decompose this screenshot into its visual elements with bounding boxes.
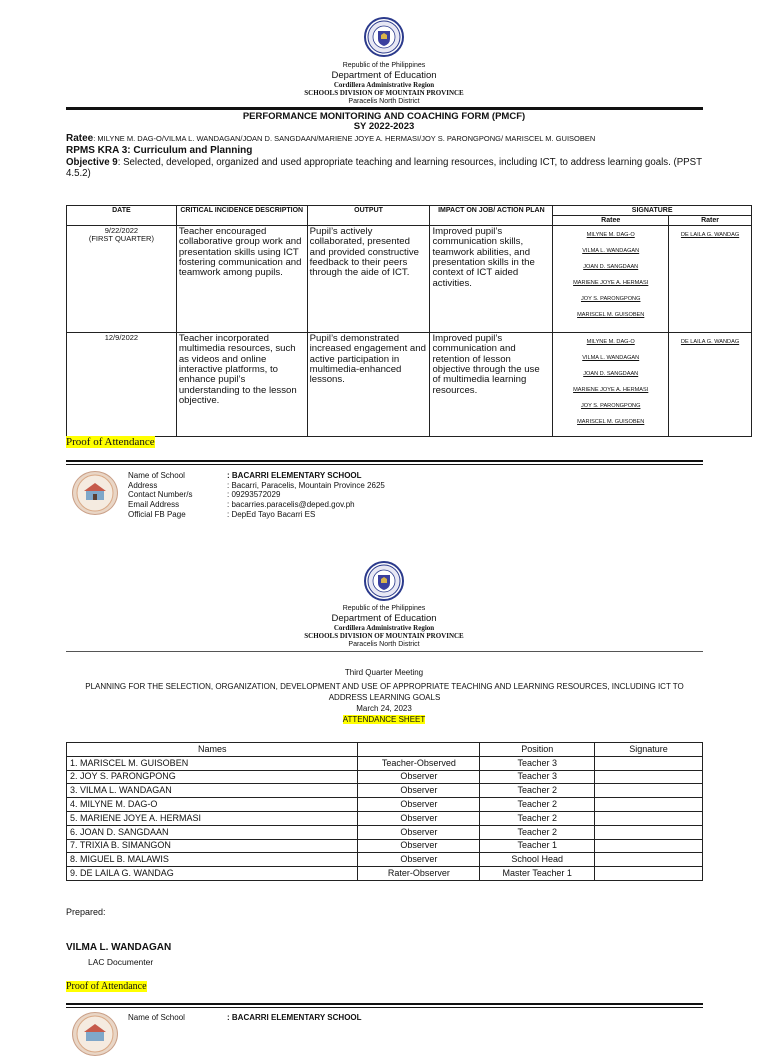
attendee-name: 9. DE LAILA G. WANDAG: [67, 867, 358, 881]
attendee-name: 4. MILYNE M. DAG-O: [67, 798, 358, 812]
row-cid: Teacher incorporated multimedia resources, such as videos and online interactive platforms, to enhance pupil’s understanding to the lesson objective.: [176, 333, 307, 437]
kra-line: RPMS KRA 3: Curriculum and Planning: [66, 145, 253, 156]
meeting-date: March 24, 2023: [356, 704, 412, 713]
meeting-title: PLANNING FOR THE SELECTION, ORGANIZATION, DEVELOPMENT AND USE OF APPROPRIATE TEACHING AND LEARNING RESOURCES, INCLUDING ICT TO ADDRESS LEARNING GOALS: [85, 682, 684, 702]
table-row: [67, 853, 703, 867]
attendee-role: Observer: [358, 825, 480, 839]
col-date: DATE: [67, 206, 177, 226]
attendee-signature: [595, 867, 703, 881]
pmcf-title: PERFORMANCE MONITORING AND COACHING FORM (PMCF): [242, 111, 526, 122]
row-date: [67, 333, 177, 437]
deped-seal-icon: [364, 17, 404, 57]
header-region: Cordillera Administrative Region: [333, 81, 435, 89]
attendee-role: Observer: [358, 853, 480, 867]
table-row: [67, 756, 703, 770]
col-role: [358, 743, 480, 757]
school-label: Name of School: [128, 471, 185, 480]
school-logo-icon: [72, 471, 118, 515]
col-position: Position: [480, 743, 595, 757]
ratee-value: : MILYNE M. DAG-O/VILMA L. WANDAGAN/JOAN D. SANGDAAN/MARIENE JOYE A. HERMASI/JOY S. PARONGPONG/ MARISCEL M. GUISOBEN: [93, 134, 596, 143]
col-signature: SIGNATURE: [553, 206, 752, 216]
ratee-signature: JOY S. PARONGPONG: [580, 296, 641, 302]
objective-line: [66, 157, 706, 179]
rater-signature: DE LAILA G. WANDAG: [680, 232, 740, 238]
attendee-name: 3. VILMA L. WANDAGAN: [67, 784, 358, 798]
attendee-position: Teacher 3: [480, 770, 595, 784]
proof-of-attendance-label: Proof of Attendance: [66, 981, 147, 992]
school-label: Email Address: [128, 500, 180, 510]
school-value: : BACARRI ELEMENTARY SCHOOL: [227, 1013, 362, 1022]
school-info-values: [227, 471, 385, 520]
ratee-line: [66, 133, 706, 144]
attendee-role: Observer: [358, 798, 480, 812]
table-row: [67, 811, 703, 825]
attendee-role: Observer: [358, 839, 480, 853]
attendee-name: 2. JOY S. PARONGPONG: [67, 770, 358, 784]
ratee-label: Ratee: [66, 133, 94, 144]
school-info-labels: [128, 471, 192, 520]
row-ratees: [553, 226, 669, 333]
school-label: Address: [128, 480, 158, 490]
col-output: OUTPUT: [307, 206, 430, 226]
header-rule: [66, 651, 703, 652]
table-row: [67, 839, 703, 853]
table-row: [67, 226, 752, 333]
row-ratees: [553, 333, 669, 437]
attendee-role: Observer: [358, 784, 480, 798]
proof-of-attendance-label: Proof of Attendance: [66, 436, 155, 448]
header-republic: Republic of the Philippines: [342, 605, 426, 612]
attendee-name: 7. TRIXIA B. SIMANGON: [67, 839, 358, 853]
ratee-signature: JOAN D. SANGDAAN: [583, 371, 639, 377]
row-impact: Improved pupil’s communication and retention of lesson objective through the use of multimedia learning resources.: [430, 333, 553, 437]
row-impact: Improved pupil’s communication skills, teamwork abilities, and presentation skills in the context of ICT aided activities.: [430, 226, 553, 333]
prepared-label: Prepared:: [66, 907, 106, 917]
table-row: [67, 784, 703, 798]
header-department: Department of Education: [331, 613, 437, 624]
attendee-signature: [595, 853, 703, 867]
attendee-name: 6. JOAN D. SANGDAAN: [67, 825, 358, 839]
rater-signature: DE LAILA G. WANDAG: [680, 339, 740, 345]
attendee-role: Observer: [358, 770, 480, 784]
objective-text: : Selected, developed, organized and used appropriate teaching and learning resources, including ICT, to address learning goals. (PPST 4.5.2): [66, 157, 702, 179]
col-signature: Signature: [595, 743, 703, 757]
school-value: : 09293572029: [227, 490, 281, 500]
ratee-signature: MILYNE M. DAG-O: [586, 339, 635, 345]
table-row: [67, 825, 703, 839]
ratee-signature: MARISCEL M. GUISOBEN: [577, 312, 645, 318]
footer-rule-top: [66, 460, 703, 462]
table-row: [67, 770, 703, 784]
footer-rule-bottom: [66, 464, 703, 465]
col-ratee: Ratee: [553, 216, 669, 226]
attendee-signature: [595, 784, 703, 798]
attendee-signature: [595, 756, 703, 770]
header-division: SCHOOLS DIVISION OF MOUNTAIN PROVINCE: [304, 632, 464, 640]
attendee-signature: [595, 839, 703, 853]
attendee-position: Teacher 2: [480, 784, 595, 798]
row-output: Pupil’s actively collaborated, presented and provided constructive feedback to their peers through the aide of ICT.: [307, 226, 430, 333]
table-row: [67, 798, 703, 812]
header-republic: Republic of the Philippines: [342, 62, 426, 69]
school-logo-icon: [72, 1012, 118, 1056]
objective-label: Objective 9: [66, 157, 118, 168]
school-label: Name of School: [128, 1013, 185, 1022]
school-label: Official FB Page: [128, 509, 186, 519]
col-cid: CRITICAL INCIDENCE DESCRIPTION: [176, 206, 307, 226]
attendance-sheet-label-wrap: [0, 716, 768, 724]
ratee-signature: JOY S. PARONGPONG: [580, 403, 641, 409]
row-output: Pupil’s demonstrated increased engagement and active participation in multimedia-enhanced lessons.: [307, 333, 430, 437]
attendee-role: Teacher-Observed: [358, 756, 480, 770]
ratee-signature: VILMA L. WANDAGAN: [582, 355, 640, 361]
ratee-signature: MARISCEL M. GUISOBEN: [577, 419, 645, 425]
ratee-signature: MARIENE JOYE A. HERMASI: [573, 387, 649, 393]
date-value: 12/9/2022: [104, 333, 139, 342]
ratee-signature: MILYNE M. DAG-O: [586, 232, 635, 238]
attendee-name: 8. MIGUEL B. MALAWIS: [67, 853, 358, 867]
preparer-role: LAC Documenter: [88, 957, 154, 967]
col-impact: IMPACT ON JOB/ ACTION PLAN: [430, 206, 553, 226]
header-region: Cordillera Administrative Region: [333, 624, 435, 632]
attendee-position: School Head: [480, 853, 595, 867]
attendee-signature: [595, 798, 703, 812]
school-value: : bacarries.paracelis@deped.gov.ph: [227, 500, 355, 510]
attendee-position: Teacher 1: [480, 839, 595, 853]
attendee-name: 5. MARIENE JOYE A. HERMASI: [67, 811, 358, 825]
row-rater: [669, 333, 752, 437]
ratee-signature: JOAN D. SANGDAAN: [583, 264, 639, 270]
attendee-position: Teacher 2: [480, 798, 595, 812]
table-row: [67, 867, 703, 881]
preparer-name: VILMA L. WANDAGAN: [66, 942, 172, 953]
row-date: [67, 226, 177, 333]
pmcf-sy: SY 2022-2023: [353, 121, 415, 132]
attendee-name: 1. MARISCEL M. GUISOBEN: [67, 756, 358, 770]
header-rule: [66, 107, 703, 110]
attendee-signature: [595, 811, 703, 825]
meeting-quarter: Third Quarter Meeting: [344, 668, 424, 677]
footer-rule-bottom: [66, 1007, 703, 1008]
attendee-role: Observer: [358, 811, 480, 825]
header-district: Paracelis North District: [348, 641, 420, 648]
pmcf-table: [66, 205, 752, 437]
ratee-signature: VILMA L. WANDAGAN: [582, 248, 640, 254]
school-label: Contact Number/s: [128, 490, 193, 500]
attendee-position: Teacher 2: [480, 811, 595, 825]
row-cid: Teacher encouraged collaborative group work and presentation skills using ICT fostering communication and teamwork among pupils.: [176, 226, 307, 333]
attendee-signature: [595, 770, 703, 784]
col-rater: Rater: [669, 216, 752, 226]
col-names: Names: [67, 743, 358, 757]
attendee-role: Rater-Observer: [358, 867, 480, 881]
school-value: : Bacarri, Paracelis, Mountain Province 2625: [227, 480, 385, 490]
school-value: : BACARRI ELEMENTARY SCHOOL: [227, 471, 362, 480]
date-sub: (FIRST QUARTER): [88, 234, 154, 244]
ratee-signature: MARIENE JOYE A. HERMASI: [573, 280, 649, 286]
attendee-position: Master Teacher 1: [480, 867, 595, 881]
row-rater: [669, 226, 752, 333]
deped-seal-icon: [364, 561, 404, 601]
header-division: SCHOOLS DIVISION OF MOUNTAIN PROVINCE: [304, 89, 464, 97]
attendance-sheet-label: ATTENDANCE SHEET: [342, 715, 426, 724]
table-row: [67, 333, 752, 437]
attendee-signature: [595, 825, 703, 839]
date-value: 9/22/2022: [104, 226, 139, 235]
header-district: Paracelis North District: [348, 98, 420, 105]
attendance-table: [66, 742, 703, 881]
footer-rule-top: [66, 1003, 703, 1005]
school-value: : DepEd Tayo Bacarri ES: [227, 509, 316, 519]
attendee-position: Teacher 3: [480, 756, 595, 770]
attendance-header-row: [67, 743, 703, 757]
header-department: Department of Education: [331, 70, 437, 81]
attendee-position: Teacher 2: [480, 825, 595, 839]
